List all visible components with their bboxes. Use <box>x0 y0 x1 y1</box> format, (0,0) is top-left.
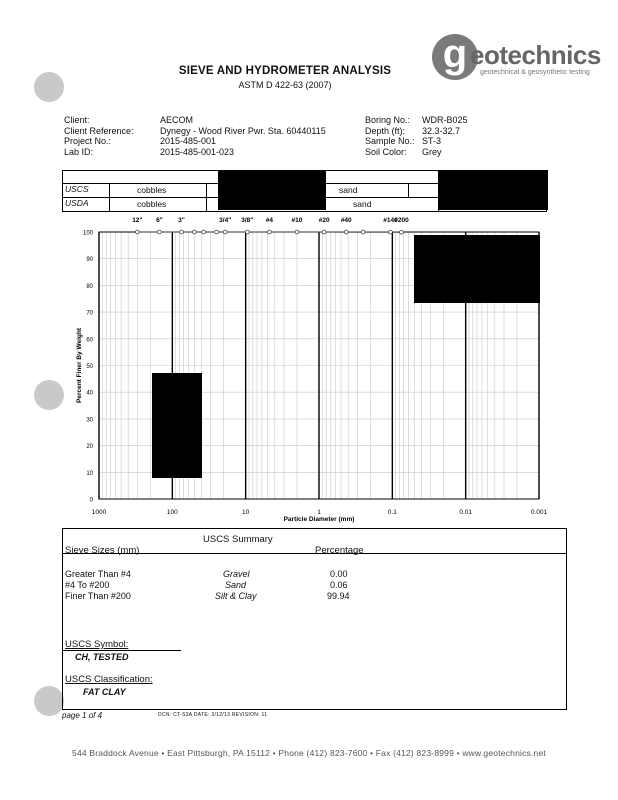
x-tick-label: 0.1 <box>387 509 397 516</box>
usda-cobbles: cobbles <box>137 199 167 209</box>
summary-col-sieve: Sieve Sizes (mm) <box>65 545 140 556</box>
uscs-symbol-label: USCS Symbol: <box>65 639 129 650</box>
info-label: Client: <box>64 115 90 125</box>
x-axis-label: Particle Diameter (mm) <box>283 516 355 523</box>
x-tick-label: 10 <box>242 509 250 516</box>
uscs-sand: sand <box>339 185 358 195</box>
y-tick-label: 70 <box>86 310 93 317</box>
summary-title: USCS Summary <box>203 534 273 545</box>
x-tick-label: 100 <box>166 509 178 516</box>
summary-row-range: Finer Than #200 <box>65 591 131 601</box>
uscs-label: USCS <box>65 184 89 194</box>
data-point <box>180 230 184 234</box>
summary-row-pct: 0.06 <box>330 580 348 590</box>
uscs-classification-label: USCS Classification: <box>65 674 153 685</box>
summary-row-range: #4 To #200 <box>65 580 110 590</box>
footer-address: 544 Braddock Avenue • East Pittsburgh, PA 15112 • Phone (412) 823-7600 • Fax (412) 823-8999 • www.geotechnics.net <box>72 748 546 758</box>
y-tick-label: 40 <box>86 390 93 397</box>
y-tick-label: 90 <box>86 257 93 264</box>
uscs-summary-table <box>62 528 567 710</box>
y-tick-label: 20 <box>86 444 93 451</box>
x-tick-label: 0.01 <box>459 509 472 516</box>
sieve-label: 6" <box>156 217 163 224</box>
usda-label: USDA <box>65 198 89 208</box>
y-tick-label: 10 <box>86 470 93 477</box>
sieve-label: #10 <box>291 217 303 224</box>
data-point <box>215 230 219 234</box>
x-tick-label: 0.001 <box>530 509 548 516</box>
info-value: AECOM <box>160 115 194 125</box>
logo-mark: g <box>432 34 478 80</box>
data-point <box>322 230 326 234</box>
y-axis-label: Percent Finer By Weight <box>76 327 83 404</box>
uscs-cobbles: cobbles <box>137 185 167 195</box>
page-number: page 1 of 4 <box>62 711 103 720</box>
summary-row-name: Silt & Clay <box>215 591 257 601</box>
y-tick-label: 60 <box>86 337 93 344</box>
report-title: SIEVE AND HYDROMETER ANALYSIS <box>178 65 392 77</box>
uscs-classification-value: FAT CLAY <box>83 687 126 697</box>
summary-row-pct: 0.00 <box>330 569 348 579</box>
y-tick-label: 0 <box>89 497 93 504</box>
data-point <box>295 230 299 234</box>
info-label: Soil Color: <box>365 146 407 157</box>
data-point <box>245 230 249 234</box>
uscs-symbol-value: CH, TESTED <box>75 652 129 662</box>
info-value: 2015-485-001-023 <box>160 146 235 157</box>
redaction-block <box>414 235 540 303</box>
x-tick-label: 1 <box>317 509 321 516</box>
info-value: 32.3-32.7 <box>422 125 461 136</box>
logo-wordmark: eotechnics <box>470 40 601 70</box>
data-point <box>158 230 162 234</box>
y-tick-label: 80 <box>86 283 93 290</box>
sieve-label: #40 <box>340 217 352 224</box>
report-subtitle: ASTM D 422-63 (2007) <box>238 80 332 90</box>
data-point <box>223 230 227 234</box>
summary-row-name: Sand <box>225 580 247 590</box>
redaction-block <box>152 373 202 478</box>
info-value: ST-3 <box>422 136 442 146</box>
data-point <box>344 230 348 234</box>
info-label: Sample No.: <box>365 136 415 146</box>
y-tick-label: 100 <box>82 230 93 237</box>
info-value: WDR-B025 <box>422 115 468 125</box>
logo-tagline: geotechnical & geosynthetic testing <box>480 69 590 76</box>
data-point <box>389 230 393 234</box>
sieve-label: 3" <box>178 217 185 224</box>
usda-sand: sand <box>353 199 372 209</box>
sieve-label: #200 <box>394 217 409 224</box>
sieve-label: #4 <box>265 217 273 224</box>
info-label: Lab ID: <box>64 146 94 157</box>
data-point <box>361 230 365 234</box>
sieve-label: #140 <box>383 217 398 224</box>
y-tick-label: 50 <box>86 364 93 370</box>
sieve-label: 3/4" <box>219 217 232 224</box>
summary-col-percentage: Percentage <box>315 545 364 556</box>
data-point <box>202 230 206 234</box>
data-point <box>135 230 139 234</box>
sieve-label: #20 <box>318 217 330 224</box>
summary-row-range: Greater Than #4 <box>65 569 131 579</box>
info-label: Boring No.: <box>365 115 411 125</box>
info-value: 2015-485-001 <box>160 136 217 146</box>
sieve-label: 3/8" <box>241 217 254 224</box>
summary-row-name: Gravel <box>223 569 250 579</box>
info-value: Grey <box>422 146 442 157</box>
info-value: Dynegy - Wood River Pwr. Sta. 60440115 <box>160 125 326 136</box>
data-point <box>193 230 197 234</box>
form-code: DCN: CT-S3A DATE: 3/12/13 REVISION: 11 <box>158 712 268 718</box>
info-label: Depth (ft): <box>365 125 406 136</box>
info-label: Client Reference: <box>64 125 134 136</box>
sieve-label: 12" <box>132 217 143 224</box>
data-point <box>267 230 271 234</box>
info-label: Project No.: <box>64 136 112 146</box>
x-tick-label: 1000 <box>91 509 107 516</box>
summary-row-pct: 99.94 <box>327 591 350 601</box>
y-tick-label: 30 <box>86 417 93 424</box>
data-point <box>400 230 404 234</box>
